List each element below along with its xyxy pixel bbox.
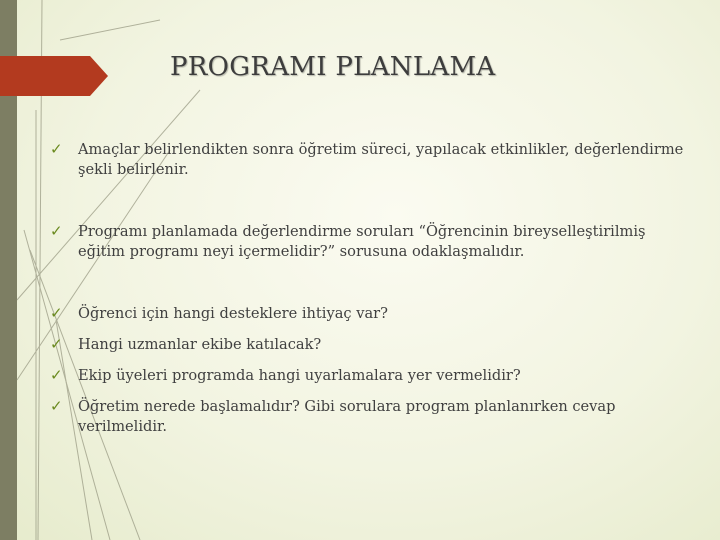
bullet-text-1: Amaçlar belirlendikten sonra öğretim süreci, yapılacak etkinlikler, değerlendirme şekli belirlenir. xyxy=(78,141,684,178)
checkmark-icon: ✓ xyxy=(50,397,63,415)
checkmark-icon: ✓ xyxy=(50,140,63,158)
title-accent-tab xyxy=(0,56,108,96)
bullet-text-4: Hangi uzmanlar ekibe katılacak? xyxy=(78,336,322,353)
checkmark-icon: ✓ xyxy=(50,304,63,322)
slide-title: PROGRAMI PLANLAMA xyxy=(170,52,496,82)
checkmark-icon: ✓ xyxy=(50,335,63,353)
checkmark-icon: ✓ xyxy=(50,366,63,384)
checkmark-icon: ✓ xyxy=(50,222,63,240)
bullet-text-2: Programı planlamada değerlendirme soruları “Öğrencinin bireyselleştirilmiş eğitim programı neyi içermelidir?” sorusuna odaklaşmalıdır. xyxy=(78,223,646,260)
bullet-text-6: Öğretim nerede başlamalıdır? Gibi sorulara program planlanırken cevap verilmelidir. xyxy=(78,398,616,435)
bullet-text-3: Öğrenci için hangi desteklere ihtiyaç var? xyxy=(78,305,388,322)
bullet-text-5: Ekip üyeleri programda hangi uyarlamalara yer vermelidir? xyxy=(78,367,521,384)
